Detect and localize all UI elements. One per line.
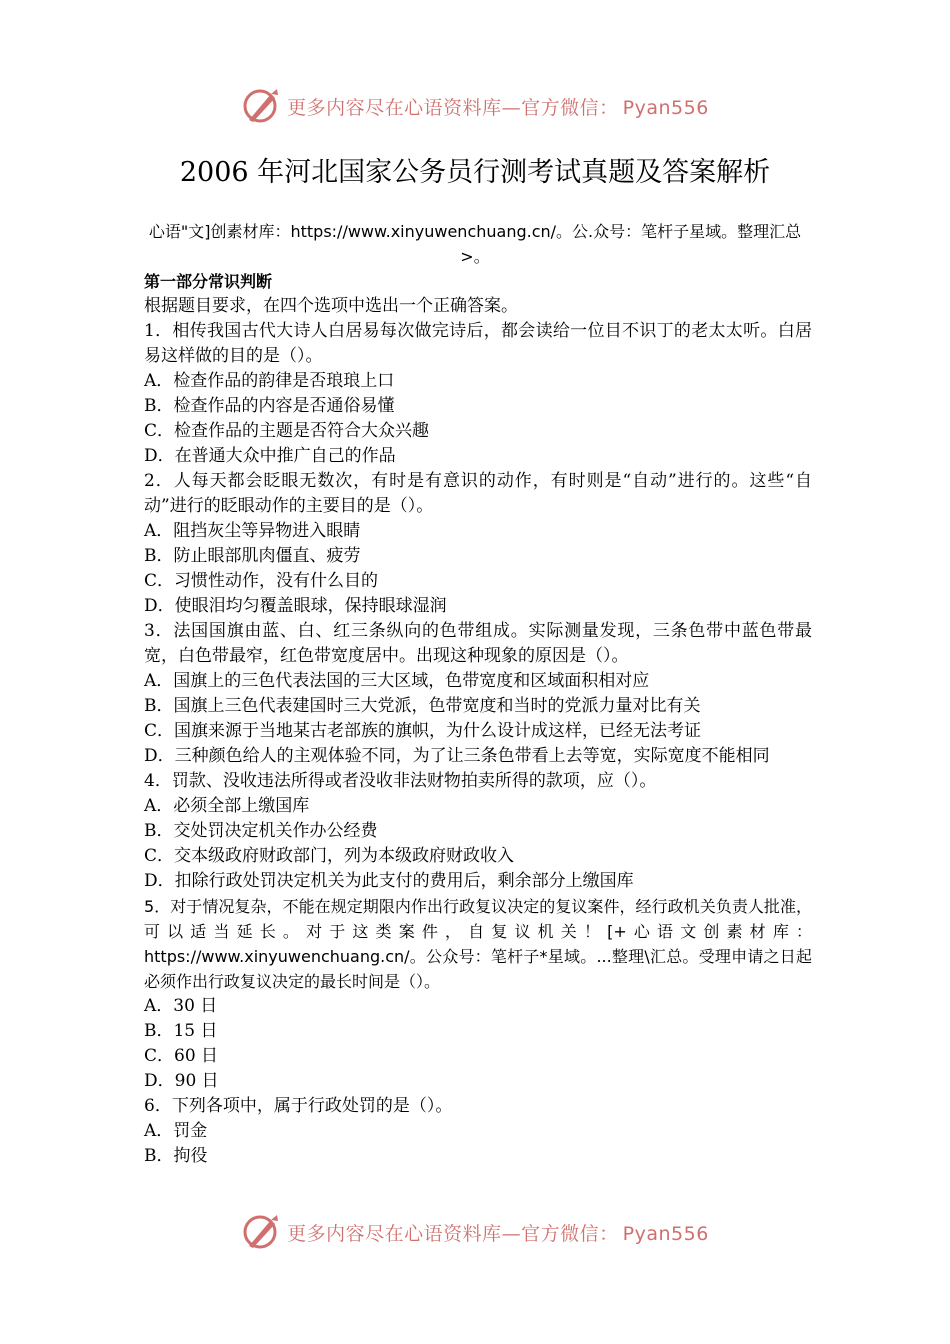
question-option: B．国旗上三色代表建国时三大党派，色带宽度和当时的党派力量对比有关 bbox=[144, 696, 701, 716]
question-option: D．在普通大众中推广自己的作品 bbox=[144, 446, 396, 466]
question-option: C．国旗来源于当地某古老部族的旗帜，为什么设计成这样，已经无法考证 bbox=[144, 721, 702, 741]
question-option: B．15 日 bbox=[144, 1021, 218, 1041]
watermark-banner-top bbox=[0, 84, 950, 128]
question-option: D．三种颜色给人的主观体验不同，为了让三条色带看上去等宽，实际宽度不能相同 bbox=[144, 746, 770, 766]
question-stem: 4．罚款、没收违法所得或者没收非法财物拍卖所得的款项，应（）。 bbox=[144, 771, 657, 791]
question-option: B．拘役 bbox=[144, 1146, 208, 1166]
watermark-text: 更多内容尽在心语资料库—官方微信： Pyan556 bbox=[287, 96, 709, 119]
question-option: B．检查作品的内容是否通俗易懂 bbox=[144, 396, 395, 416]
question-option: B．防止眼部肌肉僵直、疲劳 bbox=[144, 546, 361, 566]
question-option: C．60 日 bbox=[144, 1046, 219, 1066]
question-option: C．习惯性动作，没有什么目的 bbox=[144, 571, 379, 591]
question-option: C．交本级政府财政部门，列为本级政府财政收入 bbox=[144, 846, 515, 866]
question-stem: 1．相传我国古代大诗人白居易每次做完诗后，都会读给一位目不识丁的老太太听。白居易这样做的目的是（）。 bbox=[144, 321, 812, 366]
question-option: A．必须全部上缴国库 bbox=[144, 796, 310, 816]
question-option: B．交处罚决定机关作办公经费 bbox=[144, 821, 378, 841]
question-option: A．国旗上的三色代表法国的三大区域，色带宽度和区域面积相对应 bbox=[144, 671, 650, 691]
question-option: C．检查作品的主题是否符合大众兴趣 bbox=[144, 421, 430, 441]
question-option: A．检查作品的韵律是否琅琅上口 bbox=[144, 371, 395, 391]
section-title: 第一部分常识判断 bbox=[144, 272, 273, 291]
question-option: A．30 日 bbox=[144, 996, 218, 1016]
watermark-text: 更多内容尽在心语资料库—官方微信： Pyan556 bbox=[287, 1222, 709, 1245]
document-title: 2006 年河北国家公务员行测考试真题及答案解析 bbox=[179, 157, 771, 188]
watermark-banner-bottom bbox=[0, 1210, 950, 1254]
question-option: D．使眼泪均匀覆盖眼球，保持眼球湿润 bbox=[144, 596, 447, 616]
source-note: 心语"文]创素材库：https://www.xinyuwenchuang.cn/。公.众号：笔杆子星域。整理汇总>。 bbox=[148, 222, 802, 266]
question-stem: 5．对于情况复杂，不能在规定期限内作出行政复议决定的复议案件，经行政机关负责人批准，可以适当延长。对于这类案件，自复议机关！[+心语文创素材库：https://www.xinyuwenchuang.cn/。公众号：笔杆子*星域。...整理\汇总。受理申请之日起必须作出行政复议决定的最长时间是（）。 bbox=[144, 897, 812, 991]
question-stem: 3．法国国旗由蓝、白、红三条纵向的色带组成。实际测量发现，三条色带中蓝色带最宽，白色带最窄，红色带宽度居中。出现这种现象的原因是（）。 bbox=[144, 621, 812, 666]
quill-logo-icon bbox=[241, 1212, 281, 1252]
quill-logo-icon bbox=[241, 86, 281, 126]
document-body bbox=[144, 269, 812, 1169]
instruction-text: 根据题目要求，在四个选项中选出一个正确答案。 bbox=[144, 296, 518, 316]
question-option: A．罚金 bbox=[144, 1121, 208, 1141]
question-option: D．扣除行政处罚决定机关为此支付的费用后，剩余部分上缴国库 bbox=[144, 871, 634, 891]
question-option: A．阻挡灰尘等异物进入眼睛 bbox=[144, 521, 361, 541]
question-option: D．90 日 bbox=[144, 1071, 219, 1091]
question-stem: 6．下列各项中，属于行政处罚的是（）。 bbox=[144, 1096, 453, 1116]
question-stem: 2．人每天都会眨眼无数次，有时是有意识的动作，有时则是“自动”进行的。这些“自动”进行的眨眼动作的主要目的是（）。 bbox=[144, 471, 812, 516]
